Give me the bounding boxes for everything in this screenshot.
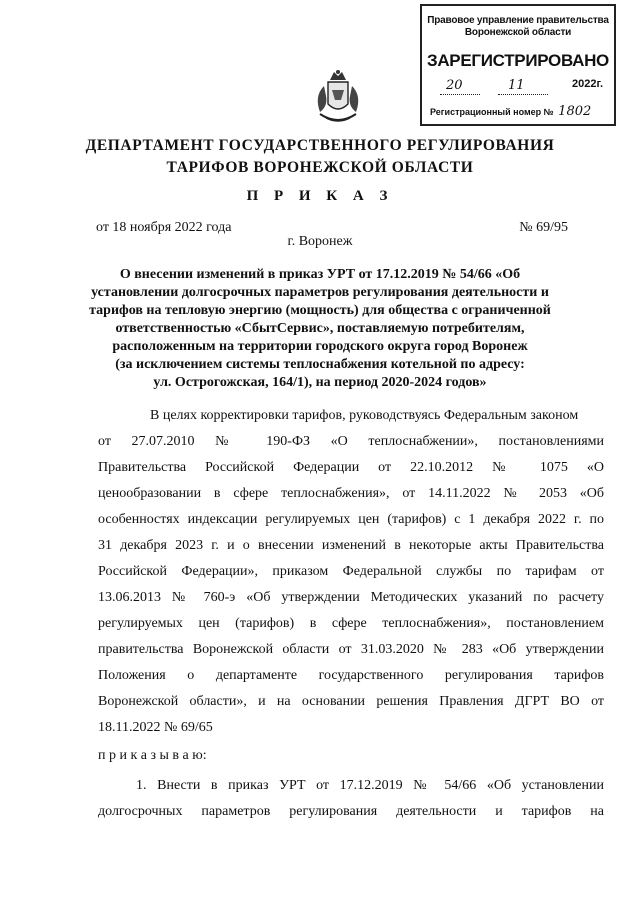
subject-line: тарифов на тепловую энергию (мощность) для общества с ограниченной <box>89 303 551 318</box>
body-line: от 27.07.2010 № 190-ФЗ «О теплоснабжении», постановлениями <box>98 434 604 449</box>
order-date: от 18 ноября 2022 года <box>96 220 232 235</box>
coat-of-arms-icon <box>310 66 366 128</box>
subject-line: расположенным на территории городского округа город Воронеж <box>112 339 528 354</box>
stamp-authority-line2: Воронежской области <box>464 27 572 38</box>
stamp-registered: ЗАРЕГИСТРИРОВАНО <box>426 51 609 70</box>
stamp-number-label: Регистрационный номер № <box>430 107 554 117</box>
body-line: регулируемых цен (тарифов) в сфере теплоснабжения», постановлением <box>98 616 604 631</box>
order-directive: п р и к а з ы в а ю: <box>98 748 207 763</box>
stamp-number-value: 1802 <box>558 104 592 119</box>
body-line: В целях корректировки тарифов, руководствуясь Федеральным законом <box>150 408 579 423</box>
stamp-authority-line1: Правовое управление правительства <box>427 15 609 26</box>
stamp-date <box>436 78 606 96</box>
body-line: особенностях индексации регулируемых цен (тарифов) с 1 декабря 2022 г. по <box>98 512 604 527</box>
subject-line: ул. Острогожская, 164/1), на период 2020-2024 годов» <box>153 375 487 390</box>
body-line: 13.06.2013 № 760-э «Об утверждении Методических указаний по расчету <box>98 590 604 605</box>
subject-line: О внесении изменений в приказ УРТ от 17.12.2019 № 54/66 «Об <box>119 267 521 282</box>
subject-line: установлении долгосрочных параметров регулирования деятельности и <box>91 285 549 300</box>
subject-line: ответственностью «СбытСервис», поставляемую потребителям, <box>115 321 525 336</box>
order-number: № 69/95 <box>519 220 568 235</box>
body-line: Правительства Российской Федерации от 22.10.2012 № 1075 «О <box>98 460 604 475</box>
body-line: Положения о департаменте государственного регулирования тарифов <box>98 668 604 683</box>
order-city: г. Воронеж <box>287 234 353 249</box>
body-line: 31 декабря 2023 г. и о внесении изменений в некоторые акты Правительства <box>98 538 604 553</box>
subject-line: (за исключением системы теплоснабжения котельной по адресу: <box>115 357 525 372</box>
stamp-day: 20 <box>446 78 463 93</box>
department-name-line1: ДЕПАРТАМЕНТ ГОСУДАРСТВЕННОГО РЕГУЛИРОВАНИЯ <box>85 137 555 154</box>
body-line: Воронежской области», и на основании решения Правления ДГРТ ВО от <box>98 694 604 709</box>
order-title: П Р И К А З <box>246 188 394 204</box>
body-line: долгосрочных параметров регулирования деятельности и тарифов на <box>98 804 604 819</box>
stamp-month: 11 <box>508 78 525 93</box>
department-name-line2: ТАРИФОВ ВОРОНЕЖСКОЙ ОБЛАСТИ <box>166 159 474 176</box>
stamp-year: 2022г. <box>572 78 604 90</box>
registration-stamp <box>420 4 616 126</box>
body-line: правительства Воронежской области от 31.03.2020 № 283 «Об утверждении <box>98 642 604 657</box>
body-line: 18.11.2022 № 69/65 <box>98 720 213 735</box>
body-line: 1. Внести в приказ УРТ от 17.12.2019 № 54/66 «Об установлении <box>136 778 604 793</box>
stamp-number <box>430 104 591 119</box>
body-line: Российской Федерации», приказом Федеральной службы по тарифам от <box>98 564 604 579</box>
body-line: ценообразовании в сфере теплоснабжения», от 14.11.2022 № 2053 «Об <box>98 486 604 501</box>
